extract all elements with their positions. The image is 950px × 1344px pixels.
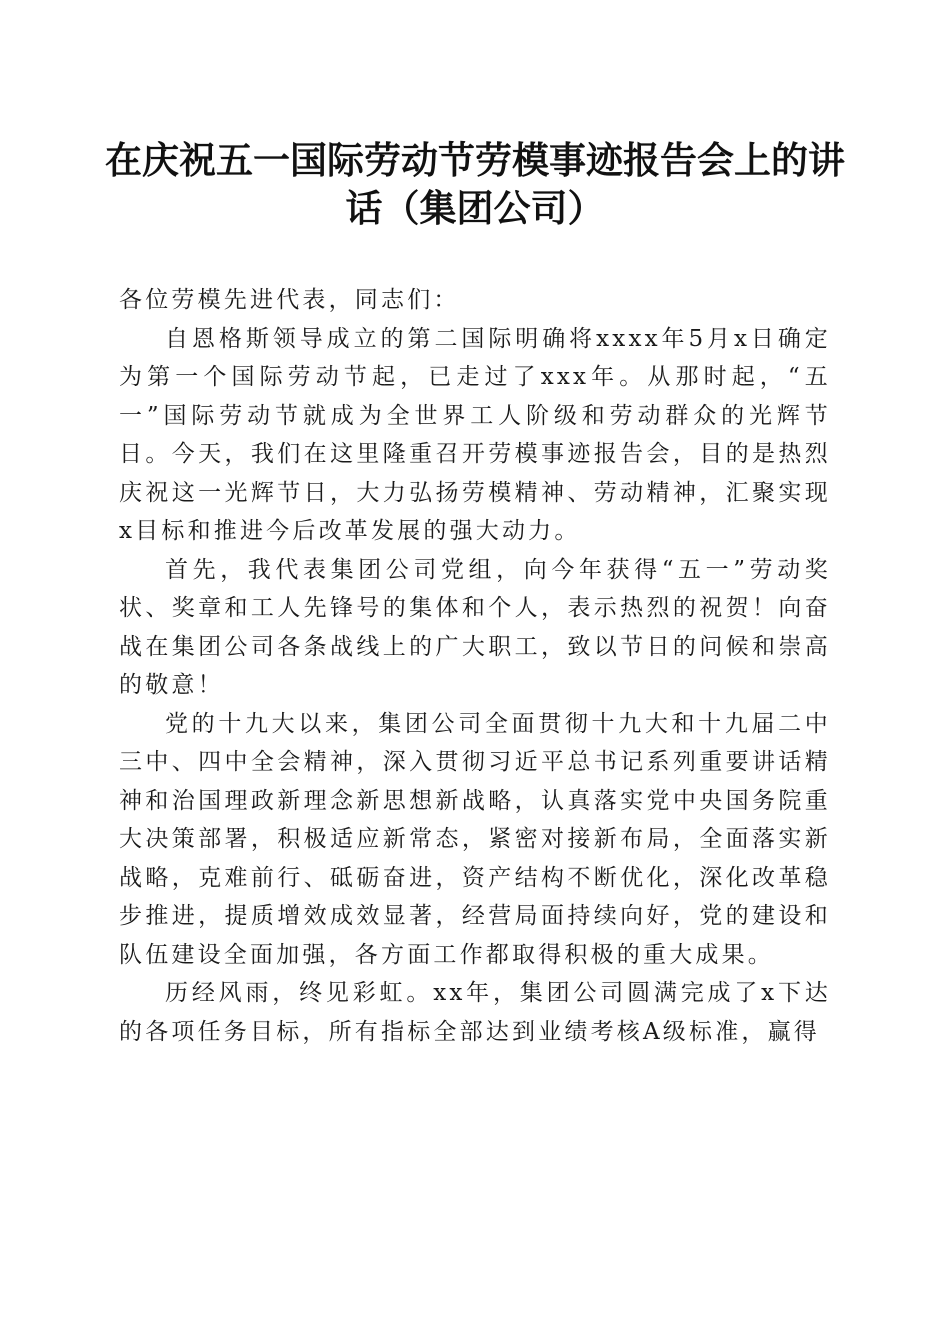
paragraph-3: 党的十九大以来，集团公司全面贯彻十九大和十九届二中三中、四中全会精神，深入贯彻习近平总书记系列重要讲话精神和治国理政新理念新思想新战略，认真落实党中央国务院重大决策部署，积极适应新常态，紧密对接新布局，全面落实新战略，克难前行、砥砺奋进，资产结构不断优化，深化改革稳步推进，提质增效成效显著，经营局面持续向好，党的建设和队伍建设全面加强，各方面工作都取得积极的重大成果。 (119, 710, 831, 968)
paragraph-2: 首先，我代表集团公司党组，向今年获得“五一”劳动奖状、奖章和工人先锋号的集体和个人，表示热烈的祝贺！向奋战在集团公司各条战线上的广大职工，致以节日的问候和崇高的敬意！ (119, 556, 831, 698)
document-body (119, 281, 831, 1051)
paragraph-1: 自恩格斯领导成立的第二国际明确将xxxx年5月x日确定为第一个国际劳动节起，已走过了xxx年。从那时起，“五一”国际劳动节就成为全世界工人阶级和劳动群众的光辉节日。今天，我们在这里隆重召开劳模事迹报告会，目的是热烈庆祝这一光辉节日，大力弘扬劳模精神、劳动精神，汇聚实现x目标和推进今后改革发展的强大动力。 (119, 325, 831, 544)
paragraph-4: 历经风雨，终见彩虹。xx年，集团公司圆满完成了x下达的各项任务目标，所有指标全部达到业绩考核A级标准，赢得 (119, 980, 831, 1045)
greeting: 各位劳模先进代表，同志们： (119, 287, 460, 313)
document-title: 在庆祝五一国际劳动节劳模事迹报告会上的讲话（集团公司） (105, 138, 845, 230)
